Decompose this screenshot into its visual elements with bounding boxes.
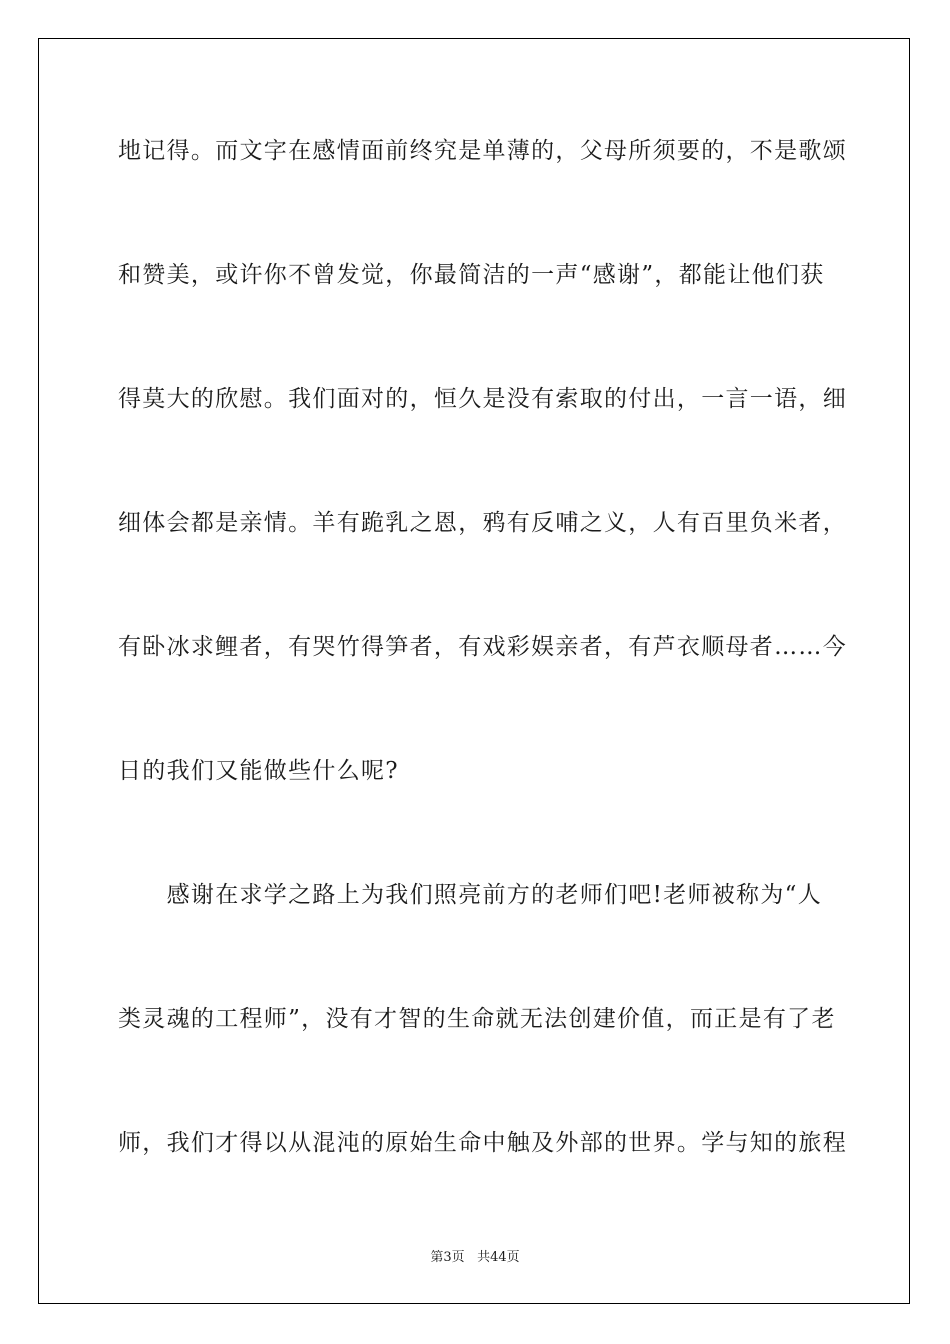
page-total: 共44页 xyxy=(477,1250,520,1265)
page-border xyxy=(38,38,910,1304)
text-line: 和赞美，或许你不曾发觉，你最简洁的一声“感谢”，都能让他们获 xyxy=(118,262,825,288)
text-line: 得莫大的欣慰。我们面对的，恒久是没有索取的付出，一言一语，细 xyxy=(118,386,847,412)
text-line: 地记得。而文字在感情面前终究是单薄的，父母所须要的，不是歌颂 xyxy=(118,138,847,164)
page-footer xyxy=(0,1246,950,1265)
page-number: 第3页 xyxy=(430,1250,465,1265)
text-line: 感谢在求学之路上为我们照亮前方的老师们吧!老师被称为“人 xyxy=(118,882,823,908)
text-line: 日的我们又能做些什么呢? xyxy=(118,758,399,784)
text-line: 类灵魂的工程师”，没有才智的生命就无法创建价值，而正是有了老 xyxy=(118,1006,836,1032)
text-line: 细体会都是亲情。羊有跪乳之恩，鸦有反哺之义，人有百里负米者， xyxy=(118,510,847,536)
text-line: 有卧冰求鲤者，有哭竹得笋者，有戏彩娱亲者，有芦衣顺母者……今 xyxy=(118,634,847,660)
text-line: 师，我们才得以从混沌的原始生命中触及外部的世界。学与知的旅程 xyxy=(118,1130,847,1156)
